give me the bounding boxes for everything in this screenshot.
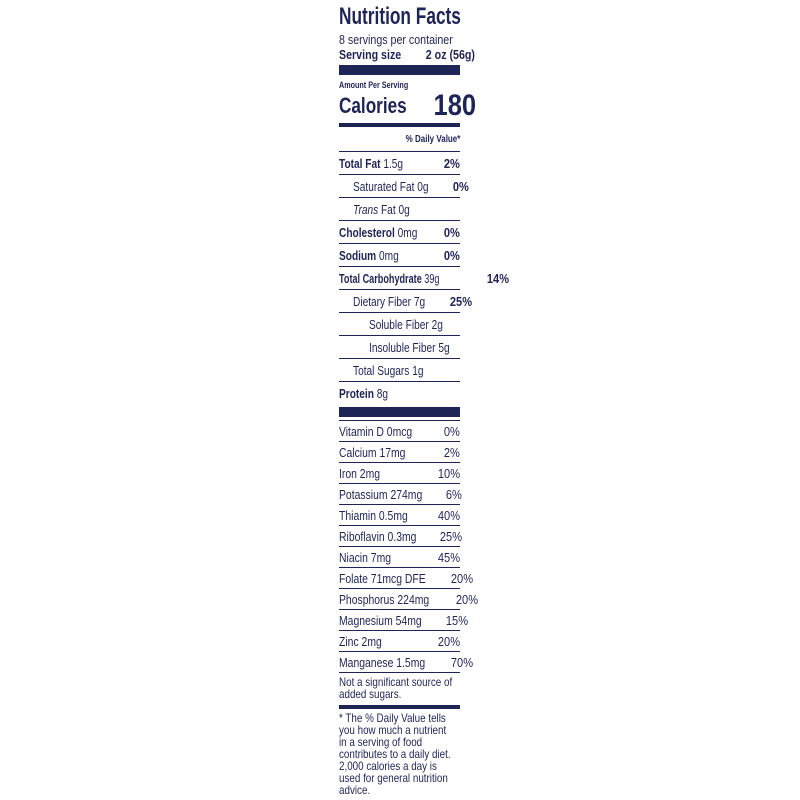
vitamin-daily-value: 20% (437, 633, 460, 649)
vitamin-name: Niacin 7mg (339, 549, 392, 565)
daily-value-footnote: * The % Daily Value tells you how much a nutrient in a serving of food contributes to a daily diet. 2,000 calories a day is used for general nutrition advice. (339, 711, 451, 797)
serving-size-row (339, 47, 475, 62)
vitamin-daily-value: 0% (444, 423, 460, 439)
vitamin-row (339, 462, 460, 483)
vitamin-row (339, 504, 460, 525)
vitamin-name: Phosphorus 224mg (339, 591, 430, 607)
nutrient-row-protein: Protein 8g (339, 381, 460, 404)
servings-per-container: 8 servings per container (339, 32, 453, 47)
vitamin-row (339, 567, 474, 588)
nutrient-row-trans-fat: Trans Fat 0g (339, 197, 460, 220)
calories-row (339, 89, 476, 122)
vitamin-name: Zinc 2mg (339, 633, 382, 649)
nutrient-row-soluble-fiber: Soluble Fiber 2g (339, 312, 460, 335)
vitamin-list (339, 420, 478, 672)
vitamin-daily-value: 20% (451, 570, 474, 586)
vitamin-name: Calcium 17mg (339, 444, 406, 460)
nutrient-row-sodium: Sodium 0mg 0% (339, 243, 460, 266)
vitamin-name: Thiamin 0.5mg (339, 507, 408, 523)
vitamin-name: Folate 71mcg DFE (339, 570, 426, 586)
vitamin-row (339, 525, 460, 546)
nutrient-row-insoluble-fiber: Insoluble Fiber 5g (339, 335, 460, 358)
calories-label: Calories (339, 93, 407, 118)
vitamin-row (339, 420, 460, 441)
vitamin-daily-value: 40% (437, 507, 460, 523)
nutrient-row-total-fat: Total Fat 1.5g 2% (339, 151, 460, 174)
thick-divider (339, 65, 460, 75)
vitamin-name: Potassium 274mg (339, 486, 423, 502)
vitamin-row (339, 483, 460, 504)
vitamin-daily-value: 15% (446, 612, 469, 628)
vitamin-daily-value: 70% (450, 654, 473, 670)
added-sugars-note: Not a significant source of added sugars. (339, 672, 460, 703)
vitamin-daily-value: 20% (455, 591, 478, 607)
medium-divider (339, 123, 460, 127)
calories-value: 180 (433, 89, 476, 122)
vitamin-daily-value: 45% (437, 549, 460, 565)
thick-divider-vitamins (339, 407, 460, 417)
nutrient-row-total-carbohydrate: Total Carbohydrate 39g 14% (339, 266, 460, 289)
medium-divider-footnote (339, 705, 460, 709)
nutrition-facts-label (339, 2, 509, 799)
vitamin-name: Riboflavin 0.3mg (339, 528, 417, 544)
serving-size-value: 2 oz (56g) (425, 47, 475, 62)
nutrient-row-saturated-fat: Saturated Fat 0g 0% (339, 174, 460, 197)
vitamin-row (339, 630, 460, 651)
nutrient-row-total-sugars: Total Sugars 1g (339, 358, 460, 381)
vitamin-name: Manganese 1.5mg (339, 654, 426, 670)
nutrient-row-cholesterol: Cholesterol 0mg 0% (339, 220, 460, 243)
nutrient-row-dietary-fiber: Dietary Fiber 7g 25% (339, 289, 460, 312)
vitamin-daily-value: 25% (439, 528, 462, 544)
daily-value-header: % Daily Value* (405, 134, 460, 145)
vitamin-daily-value: 6% (445, 486, 462, 502)
vitamin-row (339, 546, 460, 567)
amount-per-serving: Amount Per Serving (339, 80, 409, 90)
vitamin-daily-value: 2% (444, 444, 460, 460)
serving-size-label: Serving size (339, 47, 402, 62)
vitamin-row (339, 651, 473, 672)
label-title: Nutrition Facts (339, 3, 461, 30)
vitamin-row (339, 588, 478, 609)
vitamin-row (339, 609, 469, 630)
vitamin-name: Iron 2mg (339, 465, 381, 481)
vitamin-name: Vitamin D 0mcg (339, 423, 413, 439)
vitamin-name: Magnesium 54mg (339, 612, 422, 628)
vitamin-daily-value: 10% (437, 465, 460, 481)
vitamin-row (339, 441, 460, 462)
